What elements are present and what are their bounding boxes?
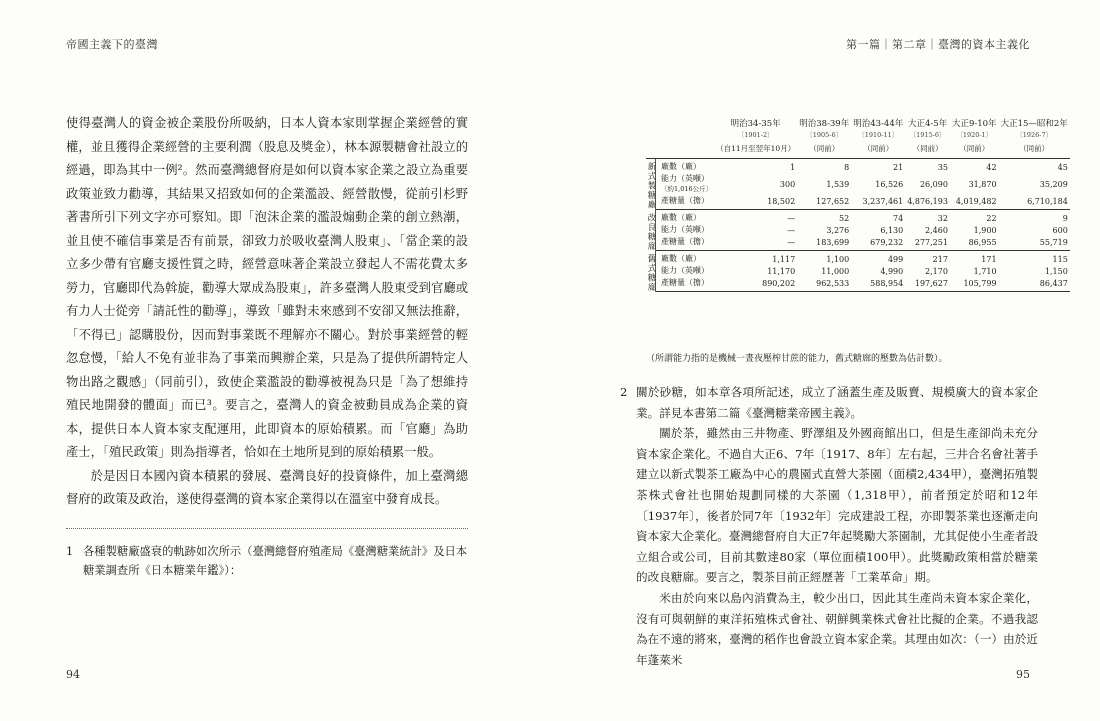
table-cell: 18,502 bbox=[714, 195, 797, 210]
era-header: 大正9-10年 〔1920-1〕 bbox=[951, 119, 997, 139]
table-cell: 127,652 bbox=[797, 195, 851, 210]
body-paragraph-1: 使得臺灣人的資金被企業股份所吸納，日本人資本家則掌握企業經營的實權，並且獲得企業經營的主要利潤（股息及獎金），林本源製糖會社設立的經過，即為其中一例²。然而臺灣總督府是如何以資本家企業之設立為重要政策並致力勸導，其結果又招致如何的企業濫設、經營散慢，從前引杉野著書所引下列文字亦可察知。即「泡沫企業的濫設煽動企業的創立熱潮，並且使不確信事業是否有前景，卻致力於吸收臺灣人股東」、「當企業的設立多少帶有官廳支援性質之時，經營意味著企業設立發起人不需花費太多勞力，官廳即代為斡旋，勸導大眾成為股東」，許多臺灣人股東受到官廳或有力人士從旁「請託性的勸導」，導致「雖對未來感到不安卻又無法推辭，「不得已」認購股份，因而對事業既不理解亦不關心。對於事業經營的輕忽怠慢，「給人不免有並非為了事業而興辦企業，只是為了提供所謂特定人物出路之觀感」（同前引），致使企業濫設的勸導被視為只是「為了想維持殖民地開發的體面」而已³。要言之，臺灣人的資金被動員成為企業的資本，提供日本人資本家支配運用，此即資本的原始積累。而「官廳」為助產士，「殖民政策」則為指導者，恰如在土地所見到的原始積累一般。 bbox=[66, 116, 468, 459]
emphasis-dotted: 砂糖 bbox=[659, 385, 684, 399]
unit-cell: （同前） bbox=[999, 142, 1070, 159]
table-cell: 86,437 bbox=[999, 277, 1070, 292]
row-label: 廠數（廠） bbox=[661, 213, 701, 222]
era-header: 明治38-39年 〔1905-6〕 bbox=[799, 119, 850, 139]
table-body bbox=[646, 159, 1070, 292]
table-cell: 22 bbox=[986, 213, 997, 223]
footnote-2-lead: 關於砂糖，如本章各項所記述，成立了涵蓋生產及販賣、規模廣大的資本家企業。詳見本書第二篇《臺灣糖業帝國主義》。 bbox=[636, 385, 1038, 420]
table-cell: 1,117 bbox=[772, 254, 796, 264]
row-label: 產糖量（擔） bbox=[656, 277, 715, 292]
era-header: 大正4-5年 〔1915-6〕 bbox=[907, 119, 948, 139]
table-cell: 11,000 bbox=[821, 266, 850, 276]
table-cell: 115 bbox=[1052, 254, 1068, 264]
row-label: 產糖量（擔） bbox=[656, 195, 715, 210]
footnote-number: 1 bbox=[66, 545, 74, 558]
table-cell: 600 bbox=[1052, 225, 1068, 235]
table-cell: 4,019,482 bbox=[950, 195, 999, 210]
table-cell: 52 bbox=[839, 213, 850, 223]
table-row bbox=[646, 251, 1070, 266]
table-cell: 74 bbox=[893, 213, 904, 223]
table-cell: 1,900 bbox=[973, 225, 997, 235]
table-cell: 217 bbox=[932, 254, 948, 264]
table-cell: 86,955 bbox=[950, 236, 999, 251]
table-cell: 499 bbox=[887, 254, 904, 264]
table-cell: 1,539 bbox=[826, 179, 850, 189]
era-header: 大正15—昭和2年 〔1926-7〕 bbox=[1000, 119, 1068, 139]
row-label: 能力（英噸） 〔約1,016公斤〕 bbox=[661, 174, 713, 193]
table-cell: 8 bbox=[844, 162, 850, 172]
footnote-divider bbox=[66, 528, 468, 529]
table-cell: 962,533 bbox=[797, 277, 851, 292]
table-row bbox=[646, 224, 1070, 236]
table-cell: 16,526 bbox=[875, 179, 904, 189]
table-cell: — bbox=[787, 213, 796, 223]
unit-cell: （同前） bbox=[950, 142, 999, 159]
table-cell: 277,251 bbox=[905, 236, 950, 251]
table-cell: 679,232 bbox=[851, 236, 905, 251]
era-header: 明治43-44年 〔1910-11〕 bbox=[853, 119, 904, 139]
footnote-2-paragraph: 米由於向來以島內消費為主，較少出口，因此其生產尚未資本家企業化，沒有可與朝鮮的東洋拓殖株式會社、朝鮮興業株式會社比擬的企業。不過我認為在不遠的將來，臺灣的稻作也會設立資本家企業。其理由如次：（一）由於近年蓬萊米 bbox=[636, 590, 1038, 667]
group-label: 新式製糖廠 bbox=[646, 159, 656, 210]
table-cell: 1,100 bbox=[826, 254, 850, 264]
footnote-2 bbox=[620, 382, 1038, 670]
group-label: 舊式糖廍 bbox=[646, 251, 656, 292]
unit-cell: （自11月至翌年10月） bbox=[714, 142, 797, 159]
era-header: 明治34-35年 〔1901-2〕 bbox=[730, 119, 781, 139]
table-cell: — bbox=[714, 236, 797, 251]
footnote-2-paragraph: 關於茶，雖然由三井物產、野澤組及外國商館出口，但是生產卻尚未充分資本家企業化。不過自大正6、7年〔1917、8年〕左右起，三井合名會社著手建立以新式製茶工廠為中心的農園式直營大茶園（面積2,434甲），臺灣拓殖製茶株式會社也開始規劃同樣的大茶園（1,318甲），前者預定於昭和12年〔1937年〕，後者於同7年〔1932年〕完成建設工程，亦即製茶業也逐漸走向資本家大企業化。臺灣總督府自大正7年起獎勵大茶園制，尤其促使小生產者設立組合或公司，目前其數達80家（單位面積100甲）。此獎勵政策相當於糖業的改良糖廍。要言之，製茶目前正經歷著「工業革命」期。 bbox=[636, 426, 1038, 585]
table-cell: 3,237,461 bbox=[851, 195, 905, 210]
body-paragraph-2: 於是因日本國內資本積累的發展、臺灣良好的投資條件，加上臺灣總督府的政策及政治，遂使得臺灣的資本家企業得以在溫室中發育成長。 bbox=[66, 468, 468, 506]
table-cell: — bbox=[787, 225, 796, 235]
row-label: 產糖量（擔） bbox=[656, 236, 715, 251]
table-cell: 1 bbox=[790, 162, 796, 172]
table-cell: 31,870 bbox=[968, 179, 997, 189]
table-row bbox=[646, 195, 1070, 210]
footnote-number: 2 bbox=[620, 385, 628, 399]
sugar-factory-table bbox=[646, 118, 1070, 292]
table-cell: 300 bbox=[779, 179, 796, 189]
table-cell: 197,627 bbox=[905, 277, 950, 292]
table-cell: 4,876,193 bbox=[905, 195, 950, 210]
table-cell: 35,209 bbox=[1039, 179, 1068, 189]
main-body-text bbox=[66, 112, 468, 512]
table-cell: 588,954 bbox=[851, 277, 905, 292]
table-cell: 1,710 bbox=[973, 266, 997, 276]
table-cell: 183,699 bbox=[797, 236, 851, 251]
table-row bbox=[646, 277, 1070, 292]
table-cell: 9 bbox=[1062, 213, 1068, 223]
footnote-text: 各種製糖廠盛衰的軌跡如次所示（臺灣總督府殖產局《臺灣糖業統計》及日本糖業調查所《日本糖業年鑑》）： bbox=[83, 545, 468, 577]
table-cell: 55,719 bbox=[999, 236, 1070, 251]
table-cell: 11,170 bbox=[767, 266, 796, 276]
table-cell: 3,276 bbox=[826, 225, 850, 235]
units-row bbox=[646, 142, 1070, 159]
unit-cell: （同前） bbox=[797, 142, 851, 159]
row-label: 能力（英噸） bbox=[661, 266, 709, 275]
table-cell: 6,710,184 bbox=[999, 195, 1070, 210]
table-cell: 45 bbox=[1057, 162, 1068, 172]
table-cell: 1,150 bbox=[1044, 266, 1068, 276]
table-cell: 171 bbox=[981, 254, 997, 264]
page-number-right: 95 bbox=[1016, 668, 1030, 681]
unit-cell: （同前） bbox=[851, 142, 905, 159]
table-note: （所謂能力指的是機械一晝夜壓榨甘蔗的能力，舊式糖廍的壓數為估計數）。 bbox=[646, 354, 948, 364]
table-header-row bbox=[646, 118, 1070, 142]
right-page bbox=[550, 0, 1100, 721]
table-cell: 4,990 bbox=[880, 266, 904, 276]
table-cell: 26,090 bbox=[919, 179, 948, 189]
table-cell: 35 bbox=[937, 162, 948, 172]
page-number-left: 94 bbox=[66, 668, 80, 681]
row-label: 廠數（廠） bbox=[661, 162, 701, 171]
table-row bbox=[646, 236, 1070, 251]
unit-cell: （同前） bbox=[905, 142, 950, 159]
table-cell: 2,460 bbox=[925, 225, 948, 235]
table-cell: 32 bbox=[937, 213, 948, 223]
table-cell: 42 bbox=[986, 162, 997, 172]
row-label: 能力（英噸） bbox=[661, 225, 709, 234]
table-cell: 890,202 bbox=[714, 277, 797, 292]
table-row bbox=[646, 210, 1070, 225]
group-label: 改良糖廍 bbox=[646, 210, 656, 251]
table-cell: 2,170 bbox=[925, 266, 948, 276]
table-row bbox=[646, 265, 1070, 277]
table-cell: 105,799 bbox=[950, 277, 999, 292]
running-head-left: 帝國主義下的臺灣 bbox=[66, 38, 158, 51]
table-cell: 6,130 bbox=[880, 225, 904, 235]
row-label: 廠數（廠） bbox=[661, 254, 701, 263]
footnote-1 bbox=[66, 542, 468, 580]
table-row bbox=[646, 159, 1070, 174]
table-cell: 21 bbox=[893, 162, 904, 172]
table-row bbox=[646, 173, 1070, 195]
running-head-right: 第一篇｜第二章｜臺灣的資本主義化 bbox=[846, 38, 1030, 51]
